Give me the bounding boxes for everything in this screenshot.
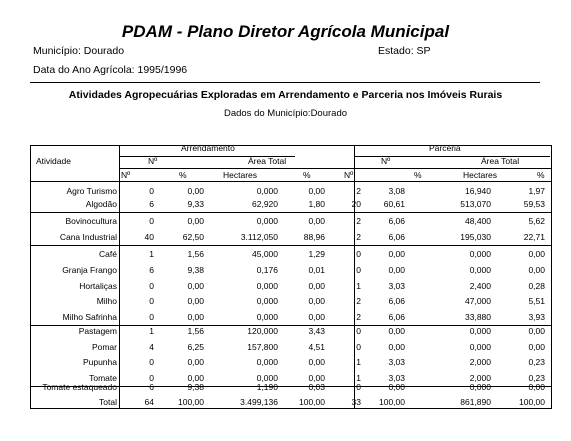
- table-cell: 100,00: [178, 397, 204, 407]
- table-cell: 861,890: [460, 397, 491, 407]
- sub-hectares: Hectares: [223, 170, 258, 180]
- table-cell: 3.112,050: [240, 232, 278, 242]
- ano-label: Data do Ano Agrícola: 1995/1996: [33, 64, 188, 76]
- table-cell: 0,000: [256, 186, 278, 196]
- table-cell: 0,000: [469, 382, 491, 392]
- table-cell: 0,00: [187, 373, 204, 383]
- table-cell: 9,33: [187, 199, 204, 209]
- table-cell: 0: [149, 373, 154, 383]
- report-subtitle-municipio: Dados do Município:Dourado: [223, 108, 348, 119]
- table-cell: 2: [356, 216, 361, 226]
- table-cell: 0,176: [256, 265, 278, 275]
- table-cell: 0,28: [528, 281, 545, 291]
- table-cell: 3,03: [388, 357, 405, 367]
- table-cell: 0: [356, 265, 361, 275]
- table-cell: 0,00: [308, 281, 325, 291]
- table-cell: 6,06: [388, 296, 405, 306]
- table-cell: 6,06: [388, 216, 405, 226]
- table-cell: 9,38: [187, 265, 204, 275]
- table-cell: 5,51: [528, 296, 545, 306]
- table-cell: 0,00: [308, 357, 325, 367]
- table-cell: 157,800: [247, 342, 278, 352]
- column-rule: [119, 146, 120, 408]
- table-cell: 0,00: [187, 357, 204, 367]
- table-cell: 3.499,136: [240, 397, 278, 407]
- table-cell: 0,00: [308, 312, 325, 322]
- row-label: Pastagem: [78, 326, 117, 336]
- table-cell: 6: [149, 265, 154, 275]
- sub-hectares: Hectares: [463, 170, 498, 180]
- sub-n: Nº: [344, 170, 354, 180]
- table-cell: 0: [356, 382, 361, 392]
- table-cell: 0,00: [187, 312, 204, 322]
- table-cell: 0: [149, 216, 154, 226]
- table-cell: 2: [356, 232, 361, 242]
- table-cell: 2: [356, 312, 361, 322]
- municipio-label: Município: Dourado: [33, 45, 125, 57]
- sub-n: Nº: [121, 170, 131, 180]
- table-cell: 1: [149, 326, 154, 336]
- table-cell: 64: [144, 397, 154, 407]
- table-cell: 48,400: [465, 216, 491, 226]
- table-cell: 0,000: [256, 296, 278, 306]
- table-cell: 6,25: [187, 342, 204, 352]
- table-cell: 88,96: [303, 232, 325, 242]
- row-label: Bovinocultura: [65, 216, 117, 226]
- table-cell: 59,53: [523, 199, 545, 209]
- table-cell: 33,880: [465, 312, 491, 322]
- table-cell: 0,000: [469, 265, 491, 275]
- estado-label: Estado: SP: [378, 45, 431, 57]
- table-cell: 0,000: [469, 326, 491, 336]
- sub-pct: %: [303, 170, 311, 180]
- table-cell: 3,03: [388, 281, 405, 291]
- table-cell: 0,000: [256, 281, 278, 291]
- table-cell: 0: [149, 296, 154, 306]
- table-cell: 0,00: [388, 342, 405, 352]
- col-atividade: Atividade: [36, 156, 71, 166]
- report-subtitle: Atividades Agropecuárias Exploradas em Arrendamento e Parceria nos Imóveis Rurais: [68, 89, 503, 101]
- table-cell: 1: [356, 281, 361, 291]
- col-n-parceria: Nº: [381, 156, 391, 166]
- table-cell: 6: [149, 382, 154, 392]
- table-cell: 0,03: [308, 382, 325, 392]
- table-cell: 0,00: [308, 373, 325, 383]
- table-cell: 1: [356, 357, 361, 367]
- table-cell: 0,00: [308, 216, 325, 226]
- table-cell: 100,00: [379, 397, 405, 407]
- table-cell: 6,06: [388, 232, 405, 242]
- table-cell: 0,000: [256, 357, 278, 367]
- row-label: Total: [99, 397, 117, 407]
- table-cell: 0,01: [308, 265, 325, 275]
- table-cell: 0,00: [187, 296, 204, 306]
- table-cell: 20: [351, 199, 361, 209]
- table-cell: 0,00: [308, 186, 325, 196]
- table-cell: 0,00: [308, 296, 325, 306]
- row-label: Tomate: [89, 373, 117, 383]
- table-cell: 195,030: [460, 232, 491, 242]
- row-label: Agro Turismo: [66, 186, 117, 196]
- table-cell: 0,00: [528, 382, 545, 392]
- table-cell: 0: [149, 312, 154, 322]
- column-rule: [354, 146, 355, 408]
- table-cell: 1: [356, 373, 361, 383]
- table-cell: 120,000: [247, 326, 278, 336]
- table-cell: 33: [351, 397, 361, 407]
- row-label: Hortaliças: [79, 281, 117, 291]
- sub-pct: %: [537, 170, 545, 180]
- table-cell: 2,000: [469, 357, 491, 367]
- table-cell: 100,00: [519, 397, 545, 407]
- row-label: Milho Safrinha: [62, 312, 117, 322]
- sub-pct: %: [179, 170, 187, 180]
- table-cell: 0,00: [528, 326, 545, 336]
- data-table: [30, 145, 552, 409]
- table-cell: 3,43: [308, 326, 325, 336]
- col-n-arrendamento: Nº: [148, 156, 158, 166]
- table-cell: 1,29: [308, 249, 325, 259]
- table-cell: 0,00: [388, 326, 405, 336]
- table-cell: 3,03: [388, 373, 405, 383]
- row-label: Tomate estaqueado: [42, 382, 117, 392]
- table-cell: 1,97: [528, 186, 545, 196]
- table-cell: 1,56: [187, 326, 204, 336]
- table-cell: 2,400: [469, 281, 491, 291]
- table-cell: 0,00: [388, 265, 405, 275]
- table-cell: 9,38: [187, 382, 204, 392]
- row-label: Pupunha: [82, 357, 117, 367]
- row-label: Pomar: [91, 342, 117, 352]
- table-cell: 0,23: [528, 357, 545, 367]
- table-cell: 0,000: [256, 312, 278, 322]
- header-rule: [119, 168, 551, 169]
- table-cell: 0,000: [469, 249, 491, 259]
- table-cell: 0,000: [256, 373, 278, 383]
- table-cell: 2: [356, 296, 361, 306]
- table-cell: 0,000: [256, 216, 278, 226]
- table-cell: 1,80: [308, 199, 325, 209]
- sub-pct: %: [414, 170, 422, 180]
- table-cell: 0: [356, 342, 361, 352]
- table-cell: 0,00: [388, 382, 405, 392]
- table-cell: 0,00: [187, 216, 204, 226]
- table-cell: 2: [356, 186, 361, 196]
- table-cell: 0,00: [187, 281, 204, 291]
- table-cell: 0: [149, 281, 154, 291]
- table-cell: 0,00: [528, 249, 545, 259]
- row-label: Cana Industrial: [59, 232, 117, 242]
- table-cell: 513,070: [460, 199, 491, 209]
- table-cell: 22,71: [523, 232, 545, 242]
- table-cell: 0,00: [528, 342, 545, 352]
- table-cell: 1,56: [187, 249, 204, 259]
- table-cell: 0: [356, 326, 361, 336]
- table-cell: 0,00: [528, 265, 545, 275]
- row-separator: [31, 212, 551, 213]
- table-cell: 40: [144, 232, 154, 242]
- table-cell: 45,000: [252, 249, 278, 259]
- table-cell: 0,00: [187, 186, 204, 196]
- table-cell: 0: [356, 249, 361, 259]
- table-cell: 62,920: [252, 199, 278, 209]
- row-separator: [31, 245, 551, 246]
- table-cell: 4: [149, 342, 154, 352]
- table-cell: 6,06: [388, 312, 405, 322]
- table-cell: 6: [149, 199, 154, 209]
- table-cell: 1: [149, 249, 154, 259]
- table-cell: 4,51: [308, 342, 325, 352]
- table-cell: 5,62: [528, 216, 545, 226]
- table-cell: 60,61: [383, 199, 405, 209]
- row-label: Algodão: [85, 199, 117, 209]
- col-area-parceria: Área Total: [481, 156, 520, 166]
- table-cell: 0,23: [528, 373, 545, 383]
- table-cell: 16,940: [465, 186, 491, 196]
- row-label: Granja Frango: [62, 265, 117, 275]
- table-cell: 100,00: [299, 397, 325, 407]
- table-cell: 1,190: [256, 382, 278, 392]
- table-cell: 3,93: [528, 312, 545, 322]
- divider: [30, 82, 540, 83]
- row-label: Milho: [96, 296, 117, 306]
- table-cell: 0,000: [469, 342, 491, 352]
- table-cell: 62,50: [182, 232, 204, 242]
- table-cell: 2,000: [469, 373, 491, 383]
- table-cell: 3,08: [388, 186, 405, 196]
- group-parceria: Parceria: [429, 143, 461, 153]
- table-cell: 0: [149, 357, 154, 367]
- col-area-arrendamento: Área Total: [248, 156, 287, 166]
- group-arrendamento: Arrendamento: [181, 143, 235, 153]
- table-cell: 0,00: [388, 249, 405, 259]
- row-label: Café: [99, 249, 117, 259]
- page-title: PDAM - Plano Diretor Agrícola Municipal: [121, 22, 450, 41]
- header-rule: [31, 181, 551, 182]
- table-cell: 0: [149, 186, 154, 196]
- table-cell: 47,000: [465, 296, 491, 306]
